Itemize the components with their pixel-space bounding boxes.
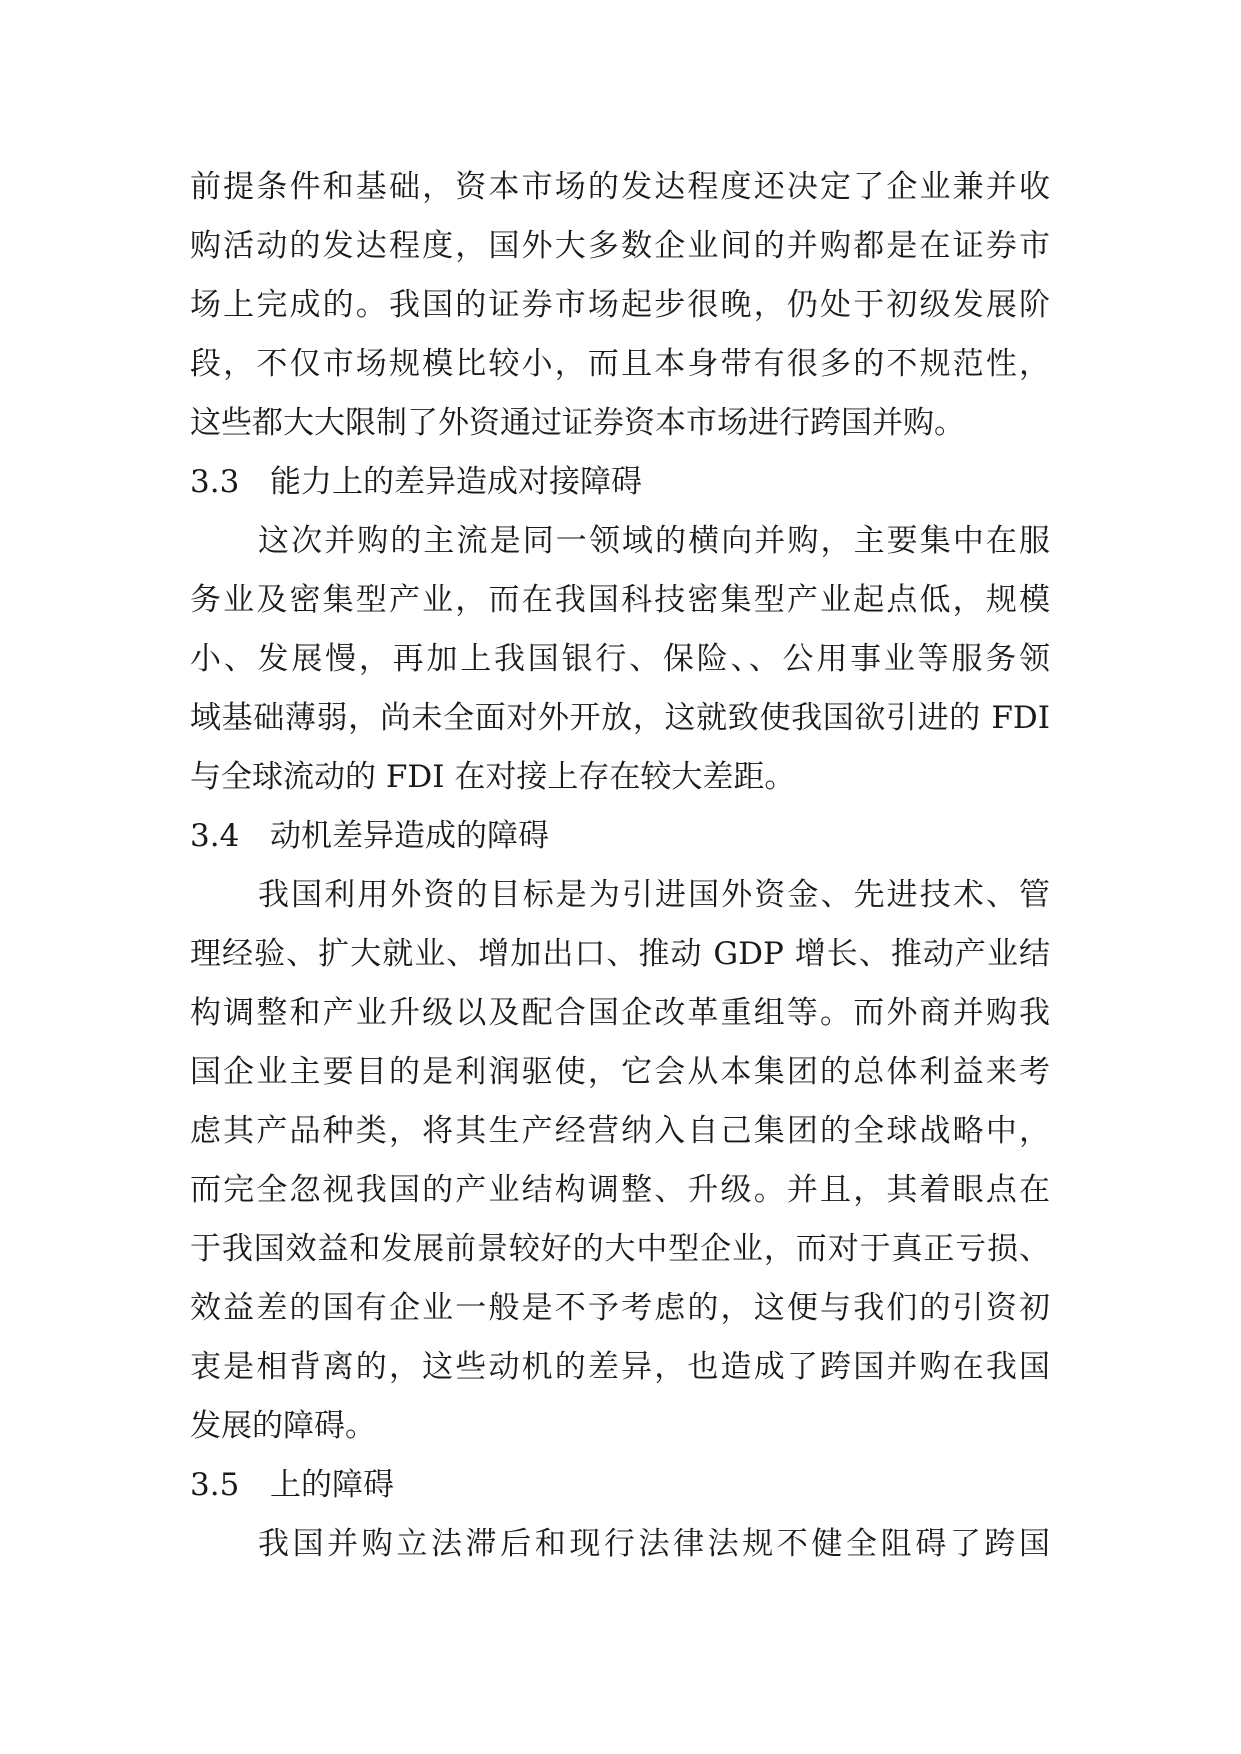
text-line: 务业及密集型产业，而在我国科技密集型产业起点低，规模 <box>190 582 1050 618</box>
text-line: 而完全忽视我国的产业结构调整、升级。并且，其着眼点在 <box>190 1172 1050 1208</box>
text-line: 段，不仅市场规模比较小，而且本身带有很多的不规范性， <box>190 346 1050 382</box>
section-3-4-paragraph <box>190 866 1050 1456</box>
section-heading-3-3 <box>190 453 1050 512</box>
text-line: 场上完成的。我国的证券市场起步很晚，仍处于初级发展阶 <box>190 287 1050 323</box>
document-body <box>190 158 1050 1574</box>
text-line: 这些都大大限制了外资通过证券资本市场进行跨国并购。 <box>190 405 965 441</box>
text-line: 小、发展慢，再加上我国银行、保险、、公用事业等服务领 <box>190 641 1050 677</box>
section-title: 能力上的差异造成对接障碍 <box>270 464 642 500</box>
text-line: 域基础薄弱，尚未全面对外开放，这就致使我国欲引进的 FDI <box>190 700 1050 736</box>
section-number: 3.5 <box>190 1467 240 1503</box>
section-number: 3.3 <box>190 464 240 500</box>
text-line: 虑其产品种类，将其生产经营纳入自己集团的全球战略中， <box>190 1113 1050 1149</box>
section-number: 3.4 <box>190 818 240 854</box>
text-line: 我国利用外资的目标是为引进国外资金、先进技术、管 <box>258 877 1050 913</box>
section-3-3-paragraph <box>190 512 1050 807</box>
text-line: 国企业主要目的是利润驱使，它会从本集团的总体利益来考 <box>190 1054 1050 1090</box>
text-line: 前提条件和基础，资本市场的发达程度还决定了企业兼并收 <box>190 169 1050 205</box>
section-heading-3-5 <box>190 1456 1050 1515</box>
text-line: 与全球流动的 FDI 在对接上存在较大差距。 <box>190 759 796 795</box>
text-line: 衷是相背离的，这些动机的差异，也造成了跨国并购在我国 <box>190 1349 1050 1385</box>
paragraph-continuation <box>190 158 1050 453</box>
text-line: 于我国效益和发展前景较好的大中型企业，而对于真正亏损、 <box>190 1231 1050 1267</box>
section-heading-3-4 <box>190 807 1050 866</box>
text-line: 理经验、扩大就业、增加出口、推动 GDP 增长、推动产业结 <box>190 936 1050 972</box>
section-title: 上的障碍 <box>270 1467 394 1503</box>
text-line: 构调整和产业升级以及配合国企改革重组等。而外商并购我 <box>190 995 1050 1031</box>
text-line: 发展的障碍。 <box>190 1408 376 1444</box>
text-line: 我国并购立法滞后和现行法律法规不健全阻碍了跨国 <box>258 1526 1050 1562</box>
section-3-5-paragraph <box>190 1515 1050 1574</box>
section-title: 动机差异造成的障碍 <box>270 818 549 854</box>
text-line: 购活动的发达程度，国外大多数企业间的并购都是在证券市 <box>190 228 1050 264</box>
text-line: 效益差的国有企业一般是不予考虑的，这便与我们的引资初 <box>190 1290 1050 1326</box>
text-line: 这次并购的主流是同一领域的横向并购，主要集中在服 <box>258 523 1050 559</box>
